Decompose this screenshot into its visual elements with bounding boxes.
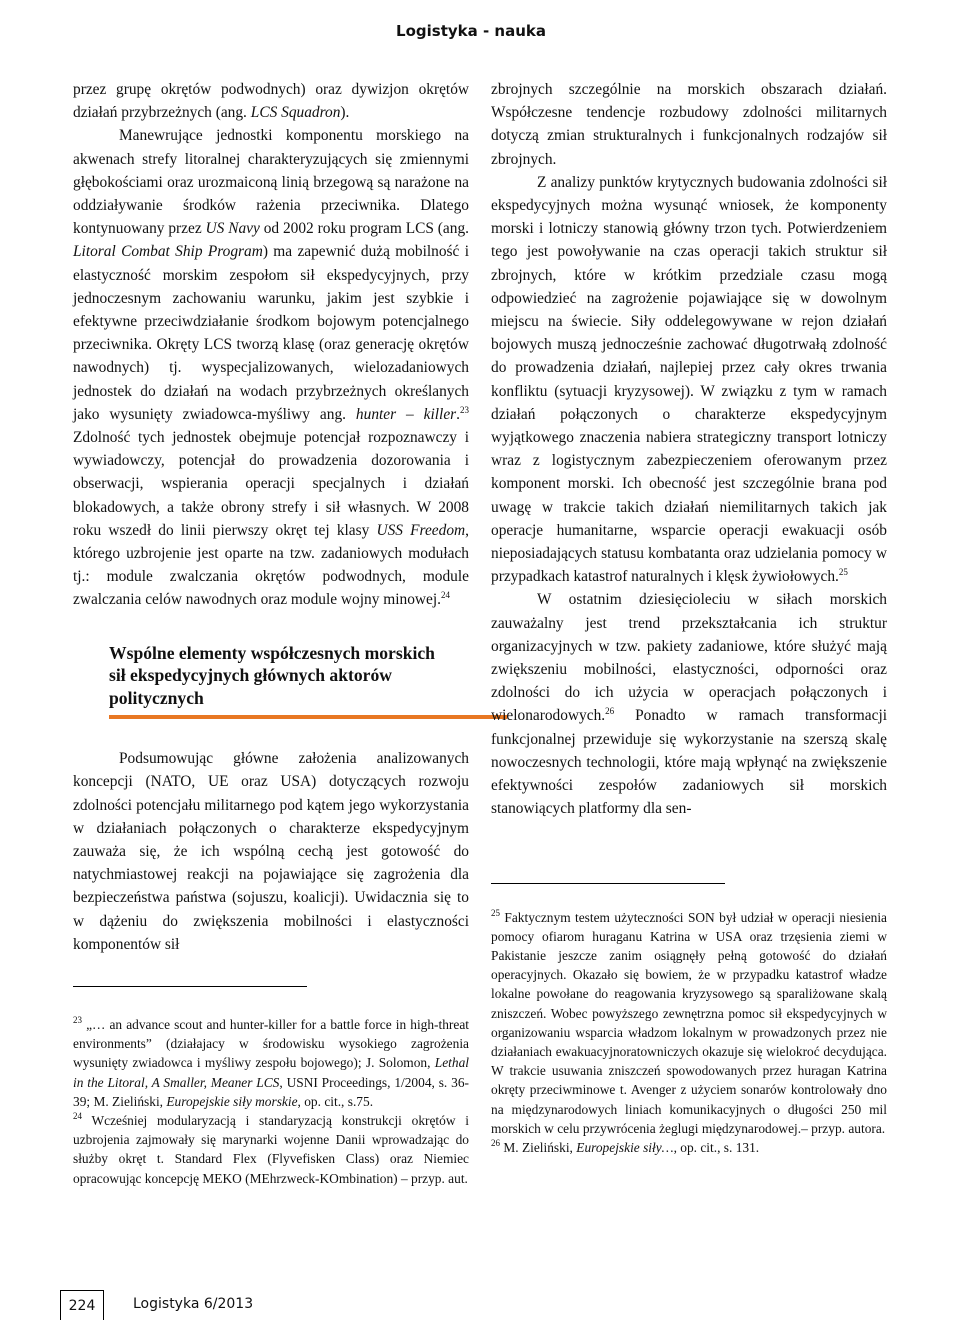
title-underline (109, 715, 507, 719)
section-title: Wspólne elementy współczesnych morskich sił ekspedycyjnych głównych aktorów politycznych (109, 642, 435, 708)
text-run: przez grupę okrętów podwodnych) oraz dywizjon okrętów działań przybrzeżnych (ang. (73, 81, 469, 122)
text-run: Podsumowując główne założenia analizowanych koncepcji (NATO, UE oraz USA) dotyczących rozwoju zdolności potencjału militarnego pod kątem jego wykorzystania w działaniach połączonych o charakterze ekspedycyjnym zauważa się, że ich wspólną cechą jest gotowość do natychmiastowej reakcji na pojawiające się zagrożenia dla bezpieczeństwa państwa (sojuszu, koalicji). Uwidacznia się to w dążeniu do zwiększenia mobilności i elastyczności komponentów sił (73, 750, 469, 953)
page-number: 224 (60, 1290, 104, 1320)
paragraph (491, 588, 887, 820)
footnote-25 (491, 908, 887, 1138)
right-column (491, 78, 887, 1157)
paragraph (73, 78, 469, 124)
italic-run: Europejskie siły… (576, 1139, 674, 1155)
page-footer (60, 1290, 300, 1320)
text-run: Manewrujące jednostki komponentu morskiego na akwenach strefy litoralnej charakteryzujących się zmiennymi głębokościami oraz urozmaiconą linią brzegową są narażone na oddziaływanie środków rażenia przeciwnika. Dlatego kontynuowany przez (73, 127, 469, 238)
running-header: Logistyka - nauka (396, 22, 546, 40)
text-run: Zdolność tych jednostek obejmuje potencjał rozpoznawczy i wywiadowczy, potencjał do prowadzenia dozorowania i obserwacji, wspierania operacji specjalnych i działań blokadowych, a także obrony strefy i sił własnych. W 2008 roku wszedł do linii pierwszy okręt tej klasy (73, 429, 469, 539)
text-run: Wcześniej modularyzacją i standaryzacją konstrukcji okrętów i uzbrojenia zajmowały się marynarki wojenne Danii wprowadzając do służby okręt t. Standard Flex (Flyvefisken Class) oraz Niemiec opracowując koncepcję MEKO (MEhrzweck-KOmbination) – przyp. aut. (73, 1113, 469, 1186)
text-run: Faktycznym testem użyteczności SON był udział w operacji niesienia pomocy ofiarom huraganu Katrina w USA oraz trzęsienia ziemi w Pakistanie jeszcze zanim osiągnęły pełną gotowość do działań operacyjnych. Okazało się bowiem, że w przypadku katastrof władze lokalne powołane do reagowania kryzysowego są sparaliżowane skalą zniszczeń. Wobec powyższego zewnętrzna pomoc sił ekspedycyjnych w organizowaniu wsparcia władzom lokalnym w prowadzonych przez nie działaniach ewakuacyjnoratowniczych okazuje się wielokroć decydująca. W trakcie usuwania zniszczeń spowodowanych przez huragan Katrina okręty przeciwminowe t. Avenger z użyciem sonarów kontrolowały dno na międzynarodowych liniach komunikacyjnych o długości 250 mil morskich w celu przywrócenia żeglugi międzynarodowej.– przyp. autora. (491, 909, 887, 1136)
italic-run: Europejskie siły morskie (166, 1093, 298, 1109)
text-run: ). (340, 104, 350, 122)
footnote-ref: 26 (491, 1137, 500, 1148)
italic-run: USS Freedom (376, 521, 466, 539)
italic-run: US Navy (205, 220, 260, 238)
text-run: , którego uzbrojenie jest oparte na tzw. zadaniowych modułach tj.: module zwalczania okrętów podwodnych, module zwalczania celów nawodnych oraz module wojny minowej. (73, 521, 469, 609)
footnote-ref: 23 (73, 1015, 82, 1025)
footnote-ref: 24 (73, 1111, 82, 1122)
paragraph (73, 124, 469, 611)
footnote-ref: 26 (605, 706, 615, 717)
journal-name: Logistyka 6/2013 (133, 1296, 254, 1312)
text-run: „… an advance scout and hunter-killer for a battle force in high-threat environments” (działajacy w środowisku wysokiego zagrożenia wysunięty zwiadowca i myśliwy zespołu bojowego); J. Solomon, (73, 1017, 469, 1071)
text-run: , op. cit., s. 131. (673, 1139, 760, 1155)
footnote-23 (73, 1015, 469, 1111)
paragraph (73, 747, 469, 956)
footnote-ref: 25 (838, 567, 848, 578)
text-run: Ponadto w ramach transformacji funkcjonalnej przewiduje się wykorzystanie na szerszą skalę nowoczesnych technologii, które mają wpłynąć na zwiększenie efektywności zespołów zadaniowych sił morskich stanowiących platformy dla sen- (491, 707, 887, 818)
text-run: . (456, 405, 460, 423)
footnote-26 (491, 1138, 887, 1157)
text-run: od 2002 roku program LCS (ang. (259, 220, 469, 238)
footnote-ref: 23 (460, 404, 469, 415)
text-run: zbrojnych szczególnie na morskich obszarach działań. Współczesne tendencje rozbudowy zdolności militarnych dotyczą zmian strukturalnych i funkcjonalnych rodzajów sił zbrojnych. (491, 81, 887, 168)
text-run: Z analizy punktów krytycznych budowania zdolności sił ekspedycyjnych można wysunąć wniosek, że komponenty morski i lotniczy stanowią główny trzon tych. Potwierdzeniem tego jest powoływanie na czas operacji takich struktur sił zbrojnych, które w krótkim przedziale czasu mogą odpowiedzieć na zagrożenie pojawiające się w dowolnym miejscu na świecie. Siły oddelegowywane w rejon działań bojowych muszą jednocześnie zachować długotrwałą zdolność do prowadzenia działań, najlepiej przez cały okres trwania konfliktu (sytuacji kryzysowej). W związku z tym w ramach działań połączonych o charakterze ekspedycyjnym wyjątkowego znaczenia nabiera strategiczny transport lotniczy wraz z logistycznym zabezpieczeniem oferowanym przez komponent morski. Ich obecność jest szczególnie brana pod uwagę w trakcie takich działań niemilitarnych takich jak operacje humanitarne, wsparcie operacji ewakuacji osób nieposiadających statusu kombatanta oraz udzielania pomocy w przypadkach katastrof naturalnych i klęsk żywiołowych. (491, 173, 887, 586)
left-column (73, 78, 469, 1188)
italic-run: LCS Squadron (250, 104, 341, 122)
text-run: , USNI Proceedings, 1/2004, s. 36-39; M. Zieliński, (73, 1074, 469, 1109)
text-run: W ostatnim dziesięcioleciu w siłach morskich zauważalny jest trend przekształcania ich struktur organizacyjnych w tzw. pakiety zadaniowe, które służyć mają zwiększeniu mobilności, elastyczności, odporności oraz zdolności do ich użycia w operacjach połączonych i wielonarodowych. (491, 591, 887, 725)
italic-run: Lethal in the Litoral, A Smaller, Meaner LCS (73, 1055, 469, 1090)
footnote-ref: 24 (440, 590, 450, 601)
text-run: M. Zieliński, (500, 1139, 577, 1155)
footnote-ref: 25 (491, 907, 500, 918)
paragraph (491, 78, 887, 171)
italic-run: Litoral Combat Ship Program (73, 243, 263, 261)
italic-run: hunter – killer (355, 405, 457, 423)
footnote-24 (73, 1111, 469, 1188)
text-run: , op. cit., s.75. (297, 1093, 374, 1109)
paragraph (491, 171, 887, 589)
text-run: ) ma zapewnić dużą mobilność i elastyczność morskim zespołom sił ekspedycyjnych, przy jednoczesnym zachowaniu warunku, jakim jest szybkie i efektywne przeciwdziałanie środkom bojowym potencjalnego przeciwnika. Okręty LCS tworzą klasę (oraz generację okrętów nawodnych) tj. wyspecjalizowanych, wielozadaniowych jednostek do działań na wodach przybrzeżnych określanych jako wysunięty zwiadowca-myśliwy ang. (73, 243, 469, 423)
